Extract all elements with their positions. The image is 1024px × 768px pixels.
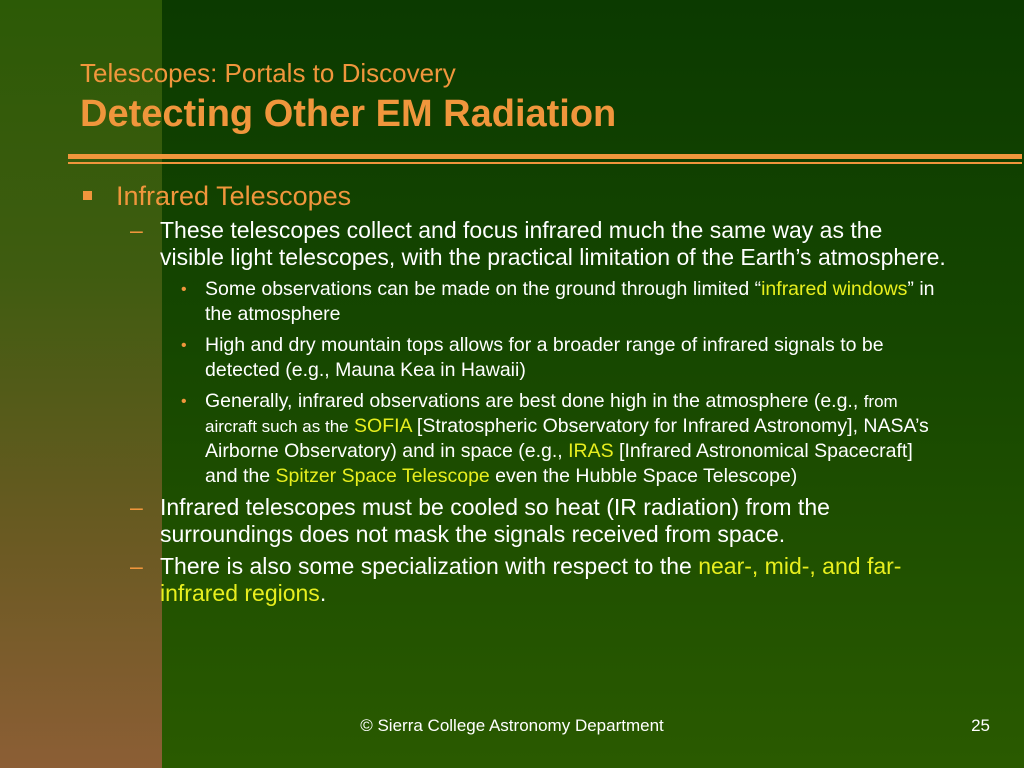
highlight-infrared-windows: infrared windows [761,278,908,300]
slide-footer: © Sierra College Astronomy Department [360,716,664,735]
highlight-infrared-regions: near-, mid-, and far-infrared regions [160,553,902,606]
subpoint-text: Generally, infrared observations are best done high in the atmosphere (e.g., [205,390,864,412]
subpoint-text: [Infrared Astronomical Spacecraft] and the [205,440,913,487]
point-specialization [80,553,950,607]
point-text: Infrared telescopes must be cooled so heat (IR radiation) from the surroundings does not mask the signals received from space. [160,494,830,547]
heading-text: Infrared Telescopes [116,181,352,211]
subpoint-text-small: from aircraft such as the [205,392,898,436]
dash-bullet-icon: – [130,494,143,520]
subpoint-text: High and dry mountain tops allows for a broader range of infrared signals to be detected (e.g., Mauna Kea in Hawaii) [205,334,884,381]
subpoint-high-atmosphere [80,389,950,489]
title-block [80,58,1010,138]
slide-content [80,180,950,607]
point-text: There is also some specialization with respect to the [160,553,699,579]
dot-bullet-icon: • [181,393,187,410]
highlight-sofia: SOFIA [354,415,412,437]
point-text: These telescopes collect and focus infrared much the same way as the visible light telescopes, with the practical limitation of the Earth’s atmosphere. [160,217,946,270]
title-divider-thick [68,154,1022,159]
subpoint-mountain-tops [80,333,950,383]
square-bullet-icon [83,191,92,200]
subpoint-text: [Stratospheric Observatory for Infrared Astronomy], NASA’s Airborne Observatory) and in space (e.g., [205,415,929,462]
slide-subtitle: Telescopes: Portals to Discovery [80,58,456,88]
point-text-end: . [319,580,327,606]
subpoint-text-end: ” in the atmosphere [205,278,935,325]
dot-bullet-icon: • [181,337,187,354]
dot-bullet-icon: • [181,281,187,298]
page-number: 25 [971,716,990,735]
point-cooling [80,494,950,548]
slide-title: Detecting Other EM Radiation [80,93,617,135]
highlight-spitzer: Spitzer Space Telescope [275,465,490,487]
heading-infrared-telescopes [80,180,950,212]
title-divider-thin [68,162,1022,164]
subpoint-infrared-windows [80,277,950,327]
dash-bullet-icon: – [130,217,143,243]
highlight-iras: IRAS [568,440,614,462]
subpoint-text: even the Hubble Space Telescope) [489,465,798,487]
point-collect-focus [80,217,950,271]
dash-bullet-icon: – [130,553,143,579]
subpoint-text: Some observations can be made on the ground through limited “ [205,278,762,300]
